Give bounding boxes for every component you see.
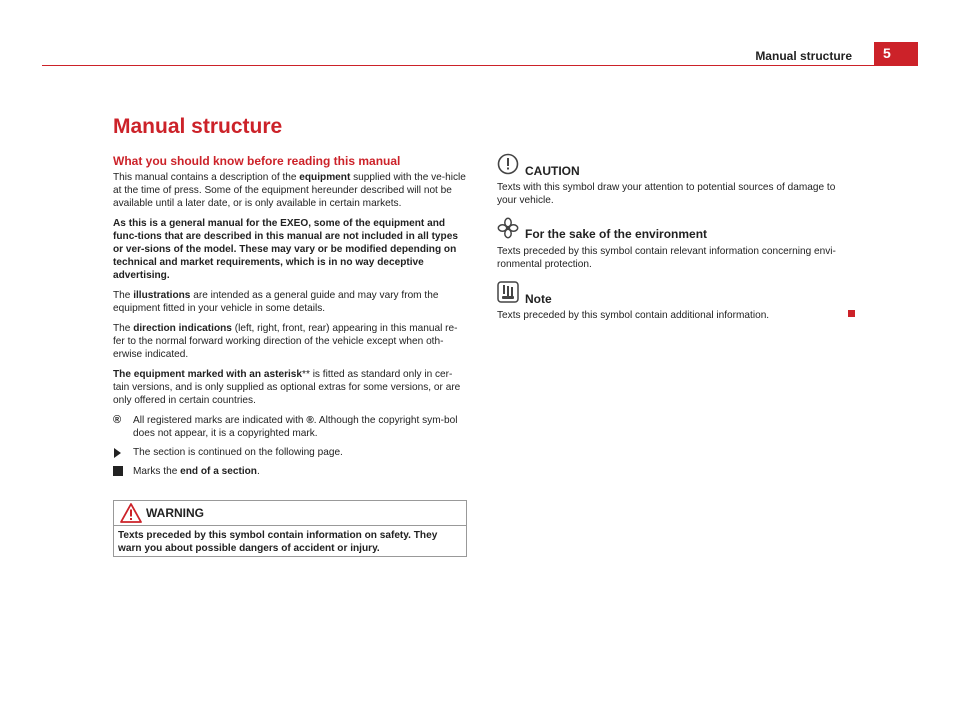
symbol-legend xyxy=(113,414,467,478)
text-span: Marks the xyxy=(133,466,181,477)
section-subtitle: What you should know before reading this manual xyxy=(113,154,401,168)
text-span: . xyxy=(256,466,260,477)
warning-header xyxy=(114,501,466,526)
text-span: The section is continued on the following page. xyxy=(133,447,343,458)
text-span: are intended as a general guide and may vary from the equipment fitted in your vehicle in some details. xyxy=(113,290,439,314)
page-number: 5 xyxy=(883,45,891,61)
flower-icon xyxy=(497,217,519,239)
paragraph-equipment xyxy=(113,171,467,210)
warning-triangle-icon xyxy=(120,503,142,523)
registered-mark-icon: ® xyxy=(113,414,122,426)
info-note-icon xyxy=(497,281,519,303)
text-span: The xyxy=(113,323,134,334)
caution-text: Texts with this symbol draw your attention to potential sources of damage to your vehicle. xyxy=(497,182,836,206)
environment-title: For the sake of the environment xyxy=(525,227,708,241)
end-of-section-square-icon xyxy=(113,466,123,476)
bold-term: The equipment marked with an asterisk xyxy=(113,369,303,380)
text-span: . Although the copyright sym-bol does not appear, it is a copyrighted mark. xyxy=(133,415,458,439)
warning-body: Texts preceded by this symbol contain information on safety. They warn you about possible dangers of accident or injury. xyxy=(118,530,438,554)
running-header-title: Manual structure xyxy=(755,49,852,63)
paragraph-illustrations xyxy=(113,289,467,315)
bold-term: illustrations xyxy=(133,290,191,301)
paragraph-general-manual xyxy=(113,217,467,282)
caution-title: CAUTION xyxy=(525,164,580,178)
note-text: Texts preceded by this symbol contain additional information. xyxy=(497,310,770,321)
continue-arrow-icon xyxy=(114,448,121,458)
bold-term: equipment xyxy=(299,172,351,183)
text-span: This manual contains a description of the xyxy=(113,172,300,183)
paragraph-asterisk xyxy=(113,368,467,407)
note-title: Note xyxy=(525,292,552,306)
paragraph-directions xyxy=(113,322,467,361)
end-of-section-marker-icon xyxy=(848,310,855,317)
text-span: All registered marks are indicated with xyxy=(133,415,307,426)
text-span: (left, right, front, rear) appearing in this manual re-fer to the normal forward working direction of the vehicle except when oth-erwise indicated. xyxy=(113,323,458,360)
text-span: supplied with the ve-hicle at the time of press. Some of the equipment hereunder described will not be available until a later date, or is only available in certain markets. xyxy=(113,172,466,209)
warning-title: WARNING xyxy=(146,506,204,520)
legend-continued xyxy=(113,446,467,459)
page-number-badge xyxy=(874,42,918,66)
warning-box xyxy=(113,500,467,557)
text-span: The xyxy=(113,290,134,301)
legend-registered xyxy=(113,414,467,440)
exclamation-circle-icon xyxy=(497,153,519,175)
environment-text: Texts preceded by this symbol contain relevant information concerning envi-ronmental protection. xyxy=(497,246,836,270)
page-title: Manual structure xyxy=(113,115,283,138)
header-rule xyxy=(42,65,918,66)
legend-end-section xyxy=(113,465,467,478)
bold-term: direction indications xyxy=(133,323,232,334)
intro-text-column xyxy=(113,171,467,484)
bold-paragraph: As this is a general manual for the EXEO, some of the equipment and func-tions that are described in this manual are not included in all types or ver-sions of the model. These may vary or be modified depending on technical and market requirements, which is in no way deceptive advertising. xyxy=(113,218,458,281)
registered-mark-inline: ® xyxy=(306,415,314,426)
bold-term: end of a section xyxy=(180,466,257,477)
text-span: ** is fitted as standard only in cer-tain versions, and is only supplied as optional extras for some versions, or are only offered in certain countries. xyxy=(113,369,461,406)
